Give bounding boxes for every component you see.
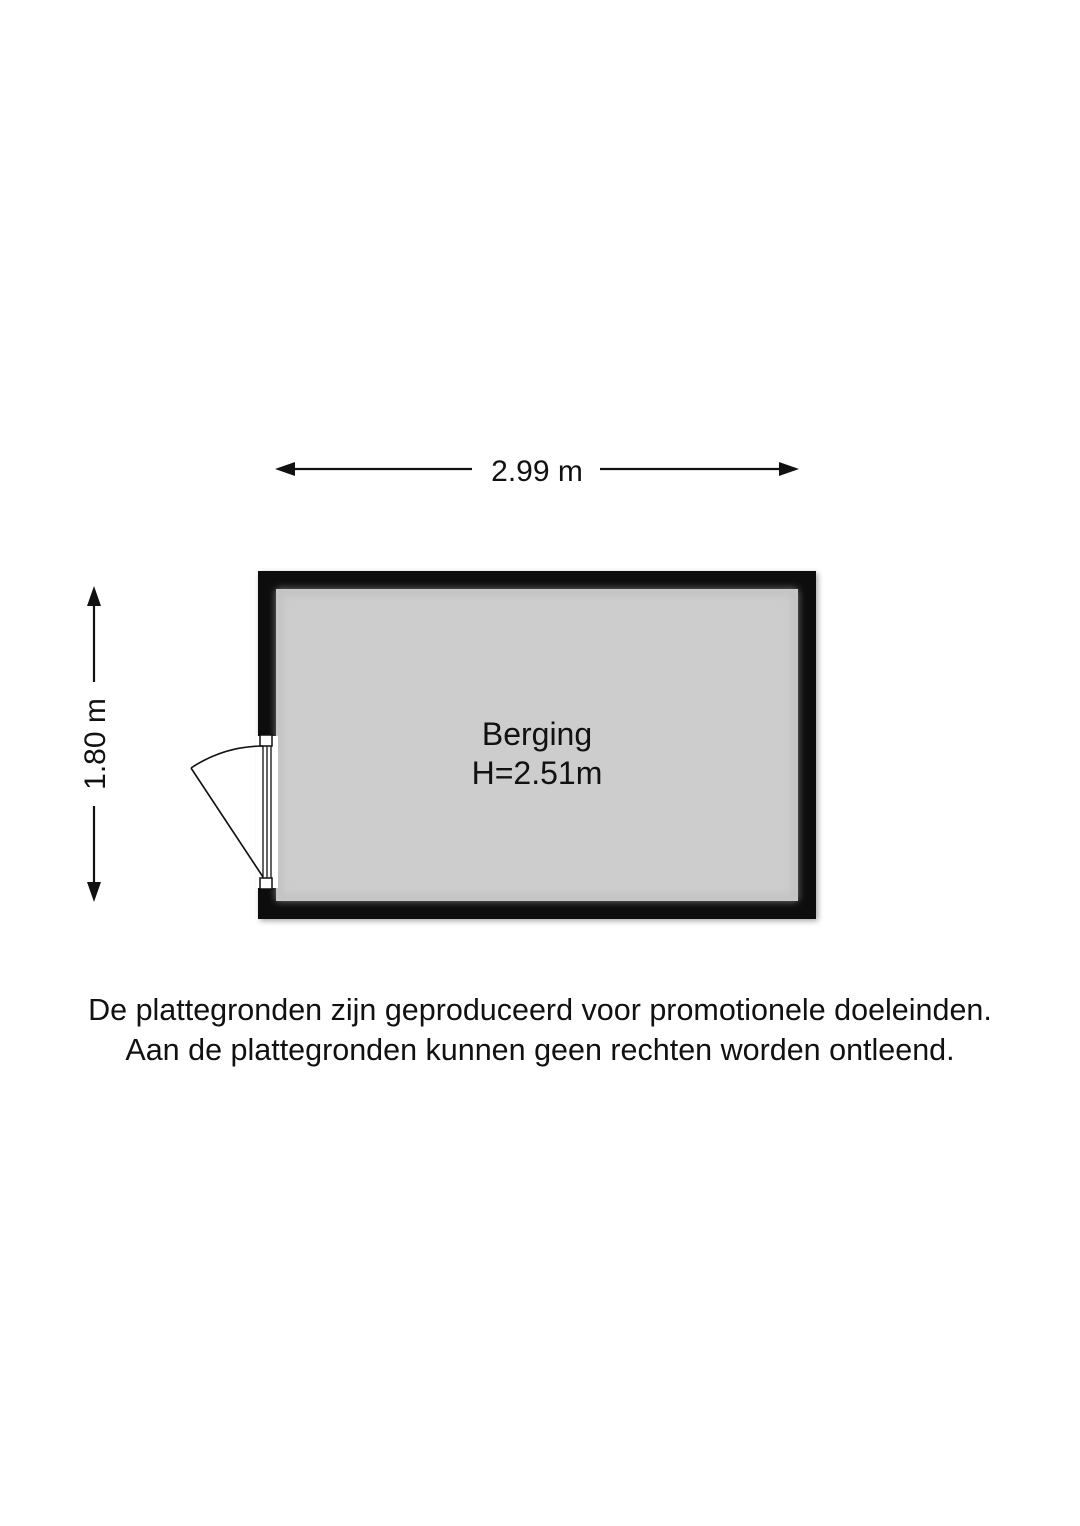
width-dimension [275,455,799,488]
room-name: Berging [481,716,593,752]
disclaimer-line-1: De plattegronden zijn geproduceerd voor promotionele doeleinden. [88,993,992,1027]
door-leaf [191,768,263,877]
door-swing-arc-icon [191,746,263,768]
disclaimer [0,990,1080,1070]
arrowhead-up-icon [87,586,101,606]
door-jamb-bottom [260,878,272,889]
depth-dimension-label: 1.80 m [79,698,112,790]
disclaimer-line-2: Aan de plattegronden kunnen geen rechten worden ontleend. [125,1033,955,1067]
door-jamb-top [260,735,272,746]
width-dimension-label: 2.99 m [491,455,583,488]
depth-dimension [79,586,112,902]
arrowhead-left-icon [275,462,295,476]
arrowhead-down-icon [87,882,101,902]
arrowhead-right-icon [779,462,799,476]
room-height: H=2.51m [471,755,603,791]
room-berging [191,571,816,919]
